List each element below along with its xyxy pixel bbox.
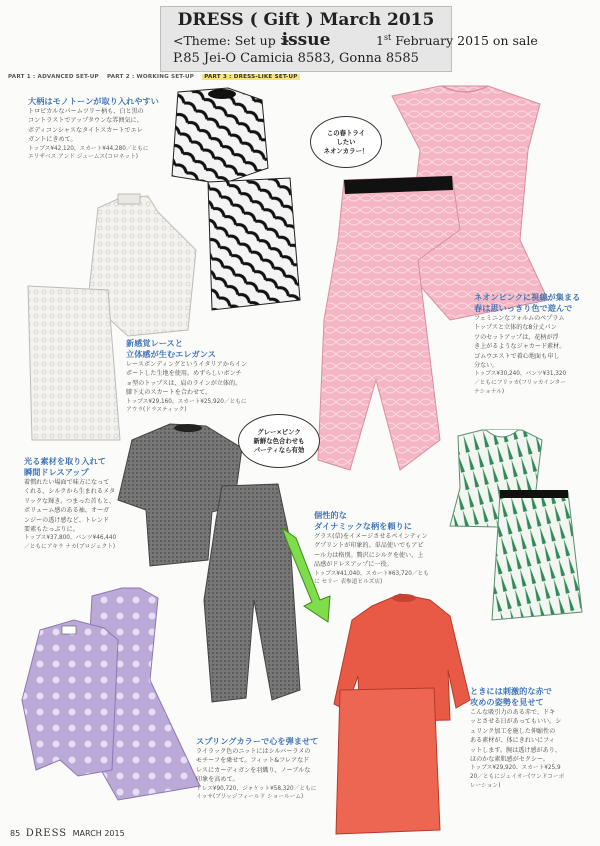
part-1-label: PART 1 : ADVANCED SET-UP xyxy=(8,74,99,80)
monotone-price: トップス¥42,120、スカート¥44,280／ともに エリザベス アンド ジェームス(コロネット) xyxy=(28,145,149,161)
spring-heading: スプリングカラーで心を弾ませて xyxy=(196,736,319,746)
part-3-label: PART 3 : DRESS-LIKE SET-UP xyxy=(204,74,298,80)
page-number: 85 xyxy=(10,829,21,838)
palm-print-skirt xyxy=(208,178,300,310)
neon-body: フェミニンなフォルムのペプラム トップスと立体的な8分丈パン ツのセットアップは、花柄が浮 き上がるようなジャカード素材。 ゴムウエストで着心地面も申し 分ない。 xyxy=(474,315,566,370)
part-2-label: PART 2 : WORKING SET-UP xyxy=(106,74,195,80)
neon-color-bubble: この春トライ したい ネオンカラー！ xyxy=(310,116,382,168)
shine-price: トップス¥37,800、パンツ¥46,440 ／ともにアキラ ナカ(プロジェクト) xyxy=(24,535,117,551)
spring-price: ドレス¥90,720、ジャケット¥58,320／ともに イッサ(ブリッジフィールド ショールーム) xyxy=(196,785,317,801)
neon-price: トップス¥30,240、パンツ¥31,320 ／ともにフリッカ(フリッカインター ナショナル) xyxy=(474,371,567,395)
dynamic-heading: 個性的な ダイナミックな柄を頼りに xyxy=(314,510,412,531)
spring-body: ライラック色のニットにはシルバーラメの モチーフを乗せて。フィット&フレアなド レスにカーディガンを羽織り、ノーブルな 印象を高めて。 xyxy=(196,748,311,784)
neon-pink-pants xyxy=(318,176,460,470)
lace-body: レースボンディングというイタリアからイン ポートした生地を使用。めずらしいボンチ ョ型のトップスは、肩のラインが立体的。 膝下丈のスカートを合わせて。 xyxy=(126,361,248,397)
gray-pants xyxy=(204,484,300,702)
lace-heading: 新感覚レースと 立体感が生むエレガンス xyxy=(126,338,216,359)
monotone-section xyxy=(28,96,159,162)
red-heading: ときには刺激的な赤で 攻めの姿勢を見せて xyxy=(470,686,552,707)
shine-section xyxy=(24,456,116,552)
dynamic-section xyxy=(314,510,429,587)
gray-pink-bubble: グレー×ピンク 新鮮な色合わせも パーティなら有効 xyxy=(238,414,320,468)
page-footer xyxy=(10,828,125,839)
palm-print-top xyxy=(172,88,268,184)
neon-section xyxy=(474,292,580,396)
neon-heading: ネオンピンクに視線が集まる 春は思いっきり色で遊んで xyxy=(474,292,581,313)
issue-label: MARCH 2015 xyxy=(72,829,125,838)
product-code: P.85 Jei-O Camicia 8583, Gonna 8585 xyxy=(173,51,419,66)
issue-title: DRESS ( Gift ) March 2015 issue xyxy=(177,10,435,50)
monotone-heading: 大柄はモノトーンが取り入れやすい xyxy=(28,96,159,106)
magazine-brand: DRESS xyxy=(25,828,68,839)
lilac-cardigan xyxy=(22,620,118,776)
sale-date: 1st February 2015 on sale xyxy=(376,33,538,49)
red-body: こんな吸引力のある赤で、ドキ ッとさせる日があってもいい。シ ュリンク加工を施した伸縮性の ある素材が、体にきれいにフィ ットします。腕は透け感があり、 ほのかな素肌感がセクシー。 xyxy=(470,709,562,764)
theme-label: <Theme: Set up > xyxy=(173,33,291,48)
dynamic-price: トップス¥41,040、スカート¥63,720／とも に セリー 表参道ヒルズ店) xyxy=(314,570,429,586)
dynamic-body: グラス(草)をイメージさせるペインティン グプリントが印象的。単品使いでもアピ ール力は格別。贅沢にシルクを使い、上 品感がドレスアップに一役。 xyxy=(314,533,428,569)
shine-body: 着慣れたい場面で味方になって くれる、シルクから生まれるメタ リックな輝き。つまった首もと、 ボリューム感のある袖、オーガ ンジーの透け感など、トレンド 要素もたっぷりに。 xyxy=(24,479,116,534)
shine-heading: 光る素材を取り入れて 瞬間ドレスアップ xyxy=(24,456,106,477)
lace-price: トップス¥29,160、スカート¥25,920／ともに アウラ(ドラスティック) xyxy=(126,398,247,414)
lace-section xyxy=(126,338,247,415)
lace-skirt xyxy=(28,286,120,440)
spring-section xyxy=(196,736,318,802)
red-price: トップス¥29,920、スカート¥25,9 20／ともにジェイオー(ワンドコーポ レーション) xyxy=(470,765,565,789)
red-skirt xyxy=(336,688,440,834)
monotone-body: トロピカルなパームツリー柄も、白と黒の コントラストでアップタウンな雰囲気に。 ボディコンシャスなタイトスカートでエレ ガントにきめて。 xyxy=(28,108,144,144)
green-print-skirt xyxy=(492,490,582,620)
red-section xyxy=(470,686,564,790)
